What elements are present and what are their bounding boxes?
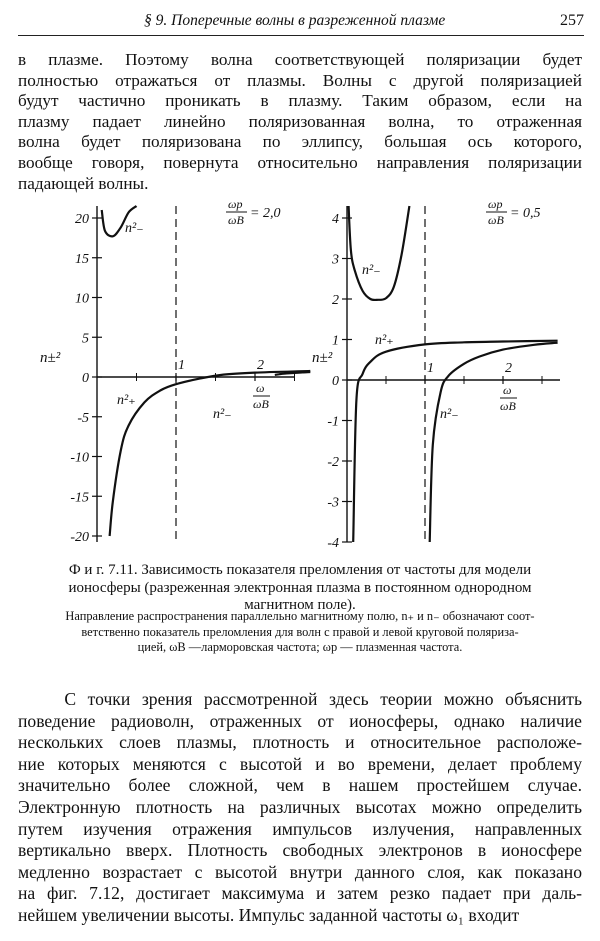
right-y-tick-label: 0	[332, 374, 339, 389]
text-line: вообще говоря, повернута относительно направления поляризации	[18, 152, 582, 172]
figure-caption	[18, 562, 582, 615]
text-line: поведение радиоволн, отраженных от ионосферы, однако наличие	[18, 710, 582, 731]
text-line: плазму падает линейно поляризованная волна, то отраженная	[18, 111, 582, 131]
left-curve-label-plus: n²₊	[117, 393, 136, 408]
left-y-tick-label: 5	[82, 331, 89, 347]
text-line: нейшем увеличении высоты. Импульс заданной частоты ω₁ входит	[18, 904, 520, 925]
text-line: путем изучения отражения импульсов излучения, направленных	[18, 818, 582, 839]
left-curve-label-top: n²₋	[125, 221, 144, 236]
left-ratio-value: = 2,0	[250, 206, 281, 221]
right-ratio-value: = 0,5	[510, 206, 541, 221]
left-x-label-num: ω	[256, 381, 265, 395]
section-title: § 9. Поперечные волны в разреженной плазме	[144, 12, 446, 29]
note-line: Направление распространения параллельно магнитному полю, n₊ и n₋ обозначают соот-	[65, 609, 535, 623]
left-y-tick-label: 15	[75, 251, 89, 267]
left-x-tick-label: 1	[178, 358, 185, 373]
left-ratio-num: ωp	[228, 197, 243, 211]
header-rule	[18, 35, 584, 36]
left-curve-2	[110, 371, 311, 536]
text-line: С точки зрения рассмотренной здесь теории можно объяснить	[18, 689, 582, 709]
right-y-tick-label: -4	[327, 536, 339, 551]
text-line: значительно более сложной, чем в нашем простейшем случае.	[18, 775, 582, 796]
left-y-tick-label: 10	[75, 291, 89, 307]
right-chart	[312, 197, 560, 551]
text-line: волна будет поляризована по эллипсу, большая ось которого,	[18, 132, 582, 152]
right-x-tick-label: 2	[505, 361, 512, 376]
text-line: в плазме. Поэтому волна соответствующей поляризации будет	[18, 50, 582, 69]
text-line: нескольких слоев плазмы, плотность и относительное расположе-	[18, 732, 582, 753]
left-y-tick-label: 0	[82, 371, 89, 386]
right-curve-label-top: n²₋	[362, 263, 381, 278]
text-line: медленно возрастает с высотой внутри данного слоя, как показано	[18, 861, 582, 882]
left-y-tick-label: -15	[70, 490, 89, 506]
figure-note	[18, 609, 582, 656]
text-line: будут частично проникать в плазму. Таким образом, если на	[18, 91, 582, 111]
right-x-label-den: ωB	[500, 399, 516, 413]
page-number: 257	[560, 12, 584, 29]
text-line: на фиг. 7.12, достигает максимума и затем резко падает при даль-	[18, 883, 582, 904]
left-ratio-den: ωB	[228, 213, 244, 227]
figure-7-11	[40, 192, 570, 554]
paragraph-2	[18, 689, 582, 927]
text-line: падающей волны.	[18, 173, 149, 193]
right-x-tick-label: 1	[427, 361, 434, 376]
caption-line: магнитном поле).	[244, 597, 356, 613]
right-y-tick-label: 3	[332, 252, 339, 268]
right-y-tick-label: 4	[332, 212, 339, 227]
page-header	[18, 10, 584, 36]
right-curve-3	[430, 343, 558, 542]
right-y-tick-label: -2	[327, 455, 339, 470]
left-x-label-den: ωB	[253, 397, 269, 411]
paragraph-1	[18, 50, 582, 194]
right-curve-label-minus: n²₋	[440, 407, 459, 422]
right-ratio-den: ωB	[488, 213, 504, 227]
right-x-label-num: ω	[503, 383, 512, 397]
left-curve-label-minus: n²₋	[213, 407, 232, 422]
left-y-tick-label: -20	[70, 530, 89, 545]
right-y-axis-label: n±²	[312, 350, 333, 366]
left-x-tick-label: 2	[257, 358, 264, 373]
note-line: ветственно показатель преломления для волн с правой и левой круговой поляриза-	[81, 624, 519, 639]
left-y-tick-label: 20	[75, 212, 89, 227]
left-y-axis-label: n±²	[40, 350, 61, 366]
right-curve-label-plus: n²₊	[375, 333, 394, 348]
left-chart	[40, 197, 310, 545]
text-line: полностью отражаться от плазмы. Волны с другой поляризацией	[18, 70, 582, 90]
left-y-tick-label: -5	[77, 410, 89, 426]
caption-line: Ф и г. 7.11. Зависимость показателя преломления от частоты для модели	[68, 562, 532, 578]
text-line: ние которых меняются с высотой и во времени, делает проблему	[18, 753, 582, 774]
note-line: цией, ωB —ларморовская частота; ωp — плазменная частота.	[137, 640, 463, 654]
caption-line: ионосферы (разреженная электронная плазма в постоянном однородном	[68, 579, 532, 596]
text-line: вертикально вверх. Плотность свободных электронов в ионосфере	[18, 840, 582, 861]
text-line: Электронную плотность на различных высотах можно определить	[18, 796, 582, 817]
right-ratio-num: ωp	[488, 197, 503, 211]
right-y-tick-label: -3	[327, 495, 339, 511]
right-y-tick-label: 2	[332, 293, 339, 308]
right-y-tick-label: 1	[332, 333, 339, 349]
right-y-tick-label: -1	[327, 414, 339, 430]
left-y-tick-label: -10	[70, 450, 89, 466]
right-curve-2	[349, 206, 410, 300]
